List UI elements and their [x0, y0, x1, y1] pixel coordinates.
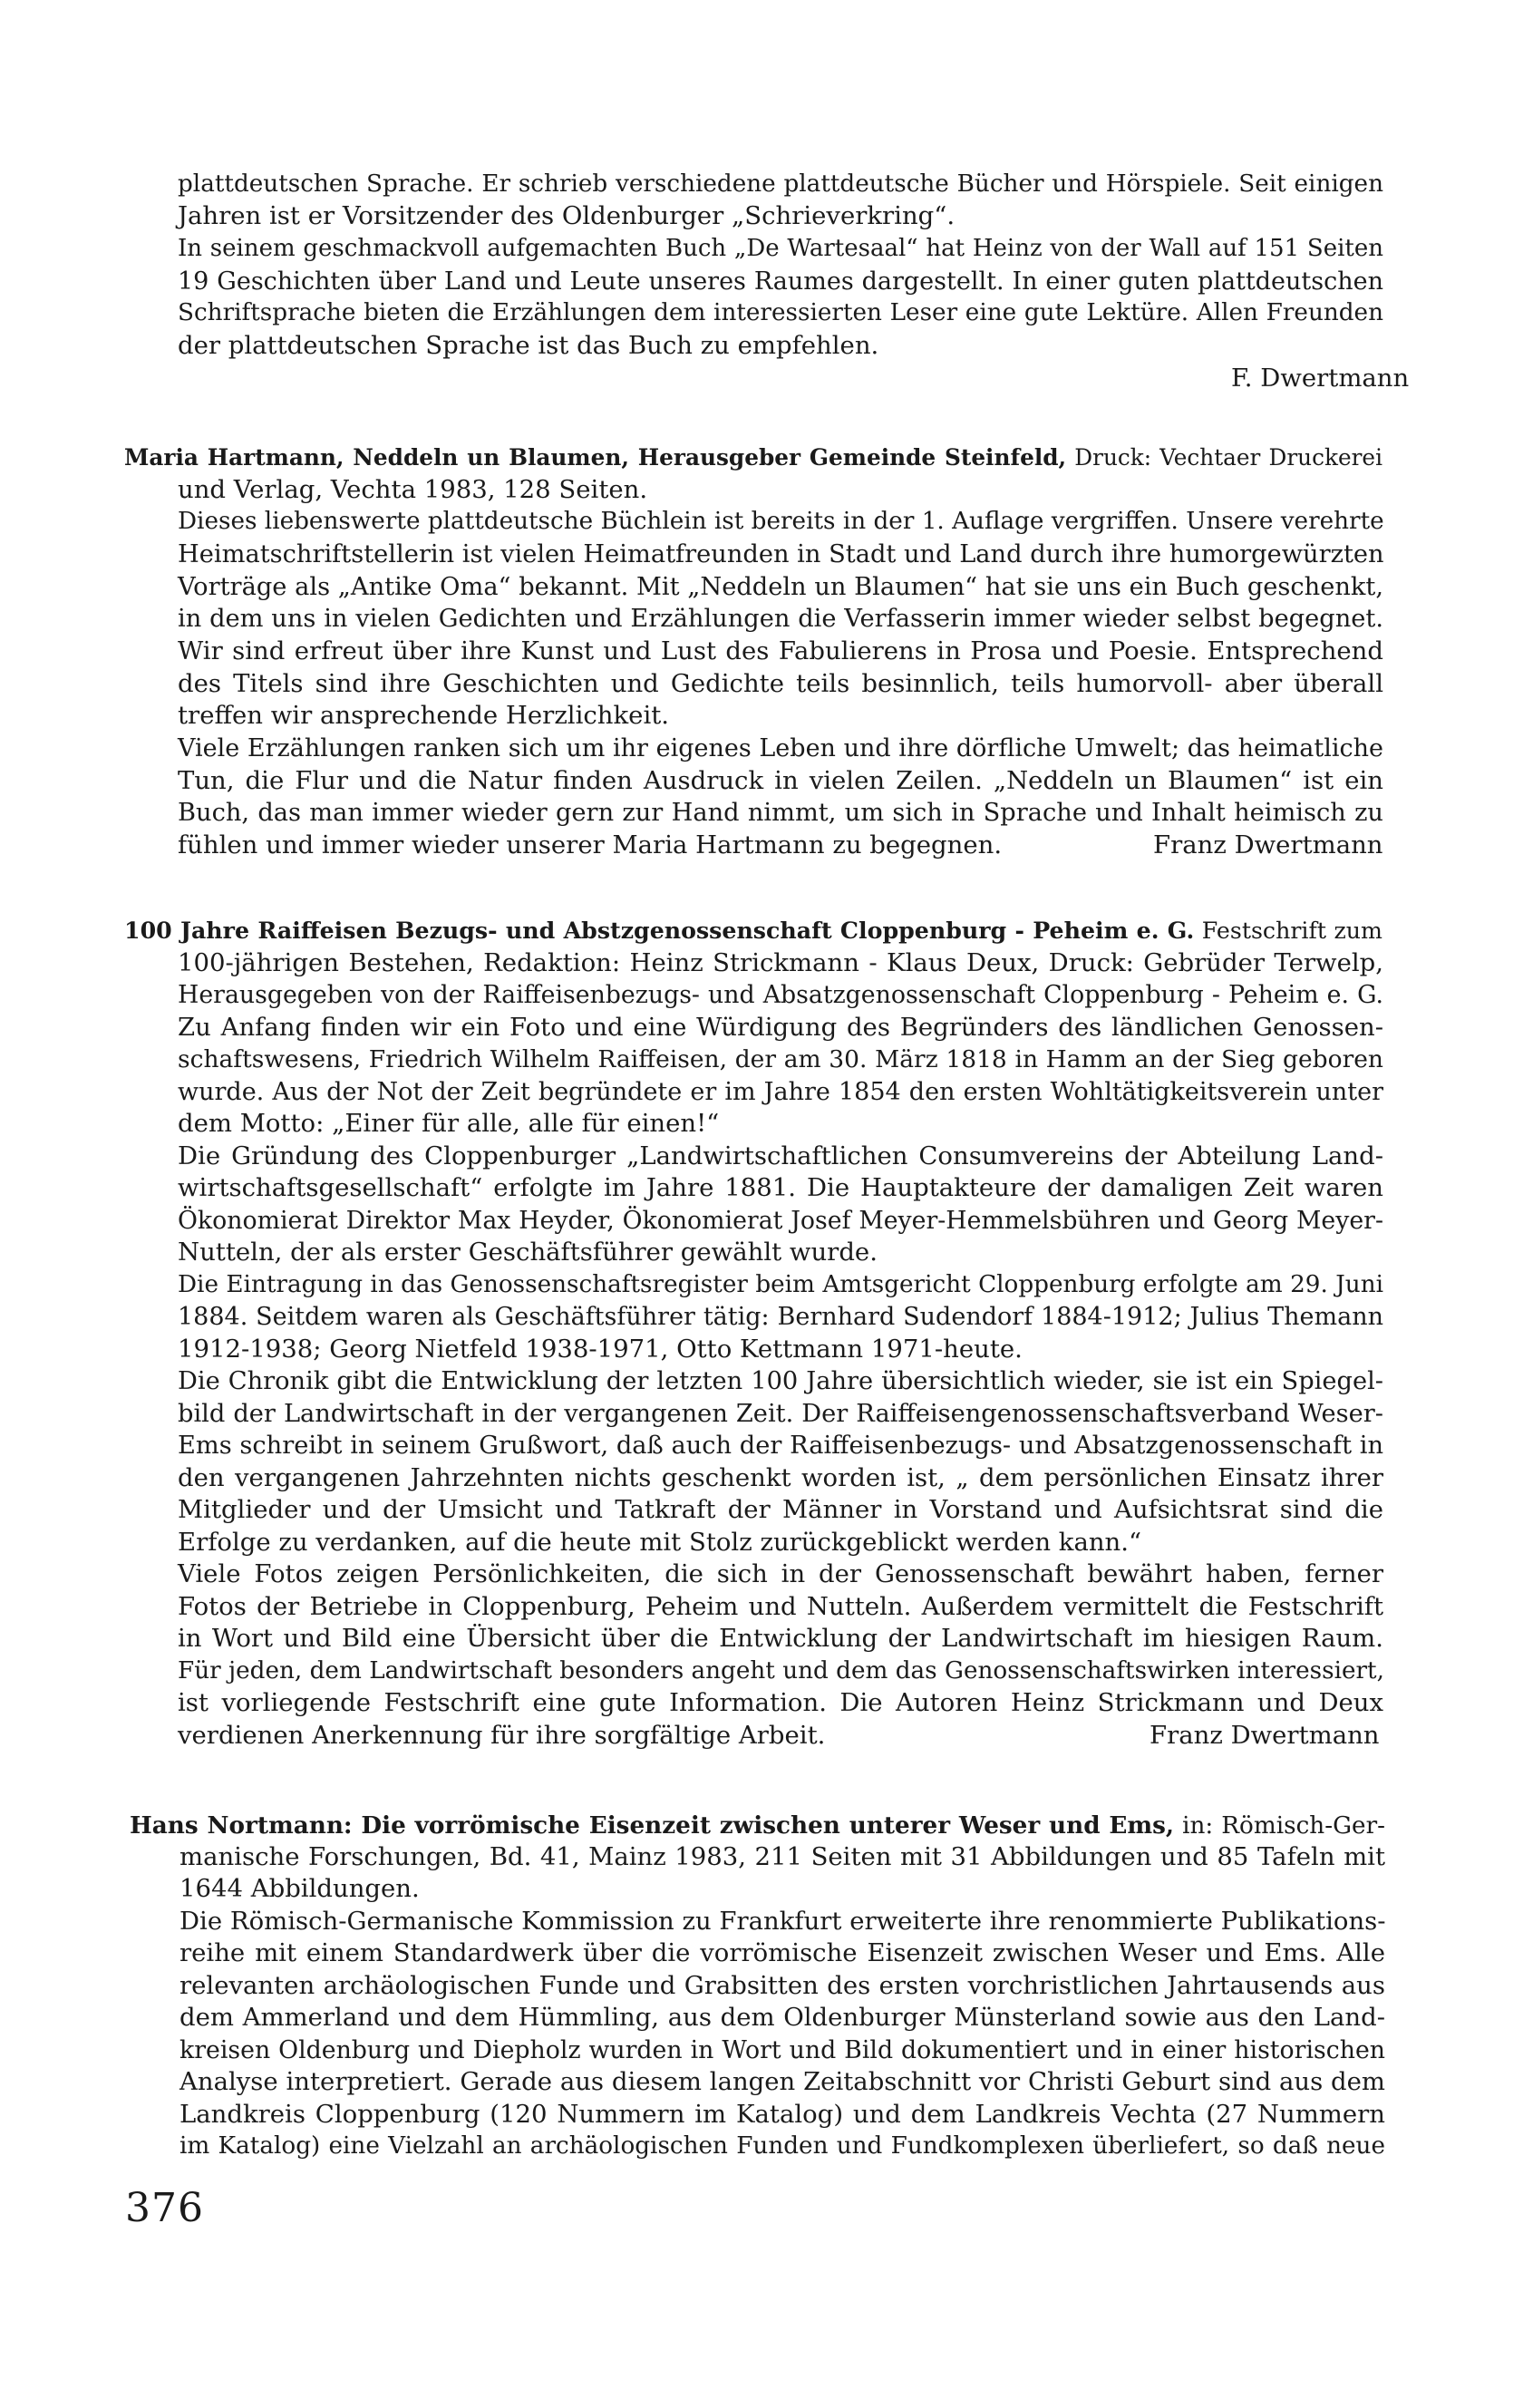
publication-info: Festschrift zum	[1194, 918, 1383, 944]
text-line: Die Gründung des Cloppenburger „Landwirtschaftlichen Consumvereins der Abteilung Land-	[178, 1141, 1383, 1170]
text-line: verdienen Anerkennung für ihre sorgfältige Arbeit.	[178, 1721, 826, 1750]
text-line: des Titels sind ihre Geschichten und Gedichte teils besinnlich, teils humorvoll- aber überall	[178, 669, 1383, 698]
book-title: 100 Jahre Raiffeisen Bezugs- und Abstzgenossenschaft Cloppenburg - Peheim e. G.	[124, 917, 1195, 944]
text-line: treffen wir ansprechende Herzlichkeit.	[178, 701, 670, 730]
text-line: und Verlag, Vechta 1983, 128 Seiten.	[178, 475, 648, 504]
text-line: fühlen und immer wieder unserer Maria Hartmann zu begegnen.	[178, 830, 1003, 859]
text-line: dem Motto: „Einer für alle, alle für einen!“	[178, 1109, 720, 1138]
text-line: Wir sind erfreut über ihre Kunst und Lust des Fabulierens in Prosa und Poesie. Entsprechend	[178, 636, 1383, 665]
text-line: Dieses liebenswerte plattdeutsche Büchlein ist bereits in der 1. Auflage vergriffen. Unsere verehrte	[178, 508, 1384, 535]
book-title: Hans Nortmann: Die vorrömische Eisenzeit zwischen unterer Weser und Ems,	[130, 1811, 1175, 1840]
text-line: Analyse interpretiert. Gerade aus diesem langen Zeitabschnitt vor Christi Geburt sind aus dem	[179, 2067, 1385, 2096]
reviewer-signature: Franz Dwertmann	[1153, 830, 1383, 859]
text-line: bild der Landwirtschaft in der vergangenen Zeit. Der Raiffeisengenossenschaftsverband Weser-	[178, 1400, 1383, 1428]
text-line: 1644 Abbildungen.	[179, 1874, 420, 1903]
text-line: in Wort und Bild eine Übersicht über die Entwicklung der Landwirtschaft im hiesigen Raum.	[178, 1624, 1383, 1653]
text-line: Viele Fotos zeigen Persönlichkeiten, die sich in der Genossenschaft bewährt haben, ferner	[178, 1559, 1383, 1588]
text-line: Schriftsprache bieten die Erzählungen dem interessierten Leser eine gute Lektüre. Allen Freunden	[178, 299, 1383, 326]
text-line: Vorträge als „Antike Oma“ bekannt. Mit „Neddeln un Blaumen“ hat sie uns ein Buch geschenkt,	[178, 573, 1383, 601]
page-number: 376	[125, 2185, 204, 2231]
text-line: Tun, die Flur und die Natur finden Ausdruck in vielen Zeilen. „Neddeln un Blaumen“ ist ein	[178, 766, 1383, 795]
text-line: den vergangenen Jahrzehnten nichts geschenkt worden ist, „ dem persönlichen Einsatz ihrer	[178, 1463, 1383, 1492]
book-title: Maria Hartmann, Neddeln un Blaumen, Herausgeber Gemeinde Steinfeld,	[124, 444, 1067, 471]
text-line: Die Eintragung in das Genossenschaftsregister beim Amtsgericht Cloppenburg erfolgte am 29. Juni	[178, 1271, 1383, 1298]
review-heading	[124, 915, 1382, 947]
text-line: Die Chronik gibt die Entwicklung der letzten 100 Jahre übersichtlich wieder, sie ist ein Spiegel-	[178, 1367, 1383, 1395]
publication-info: Druck: Vechtaer Druckerei	[1066, 444, 1382, 471]
text-line: 1884. Seitdem waren als Geschäftsführer tätig: Bernhard Sudendorf 1884-1912; Julius Themann	[178, 1303, 1383, 1331]
reviewer-signature: F. Dwertmann	[1231, 364, 1410, 393]
text-line: Jahren ist er Vorsitzender des Oldenburger „Schrieverkring“.	[178, 201, 956, 230]
text-line: schaftswesens, Friedrich Wilhelm Raiffeisen, der am 30. März 1818 in Hamm an der Sieg geboren	[178, 1045, 1383, 1073]
text-line: in dem uns in vielen Gedichten und Erzählungen die Verfasserin immer wieder selbst begegnet.	[178, 605, 1383, 633]
text-line: 100-jährigen Bestehen, Redaktion: Heinz Strickmann - Klaus Deux, Druck: Gebrüder Terwelp,	[178, 948, 1383, 977]
text-line: dem Ammerland und dem Hümmling, aus dem Oldenburger Münsterland sowie aus den Land-	[179, 2003, 1385, 2032]
text-line: Viele Erzählungen ranken sich um ihr eigenes Leben und ihre dörfliche Umwelt; das heimatliche	[178, 734, 1383, 762]
text-line: wurde. Aus der Not der Zeit begründete er im Jahre 1854 den ersten Wohltätigkeitsverein unter	[178, 1078, 1383, 1106]
text-line: kreisen Oldenburg und Diepholz wurden in Wort und Bild dokumentiert und in einer historischen	[179, 2036, 1385, 2064]
text-line: 1912-1938; Georg Nietfeld 1938-1971, Otto Kettmann 1971-heute.	[178, 1335, 1023, 1364]
text-line: Ökonomierat Direktor Max Heyder, Ökonomierat Josef Meyer-Hemmelsbühren und Georg Meyer-	[178, 1207, 1383, 1235]
text-line: manische Forschungen, Bd. 41, Mainz 1983, 211 Seiten mit 31 Abbildungen und 85 Tafeln mit	[179, 1842, 1385, 1871]
text-line: der plattdeutschen Sprache ist das Buch zu empfehlen.	[178, 331, 879, 360]
text-line: plattdeutschen Sprache. Er schrieb verschiedene plattdeutsche Bücher und Hörspiele. Seit einigen	[178, 170, 1383, 198]
text-line: Mitglieder und der Umsicht und Tatkraft der Männer in Vorstand und Aufsichtsrat sind die	[178, 1495, 1383, 1524]
text-line: Landkreis Cloppenburg (120 Nummern im Katalog) und dem Landkreis Vechta (27 Nummern	[179, 2100, 1385, 2129]
text-line: 19 Geschichten über Land und Leute unseres Raumes dargestellt. In einer guten plattdeutschen	[178, 267, 1383, 296]
text-line: Nutteln, der als erster Geschäftsführer gewählt wurde.	[178, 1238, 878, 1267]
text-line: Herausgegeben von der Raiffeisenbezugs- und Absatzgenossenschaft Cloppenburg - Peheim e. G.	[178, 981, 1383, 1009]
text-line: Buch, das man immer wieder gern zur Hand nimmt, um sich in Sprache und Inhalt heimisch zu	[178, 799, 1383, 827]
text-line: relevanten archäologischen Funde und Grabsitten des ersten vorchristlichen Jahrtausends aus	[179, 1971, 1385, 2000]
review-heading	[124, 442, 1382, 474]
text-line: Ems schreibt in seinem Grußwort, daß auch der Raiffeisenbezugs- und Absatzgenossenschaft in	[178, 1432, 1383, 1460]
text-line: Heimatschriftstellerin ist vielen Heimatfreunden in Stadt und Land durch ihre humorgewürzten	[178, 540, 1384, 568]
reviewer-signature: Franz Dwertmann	[1150, 1721, 1380, 1750]
text-line: Fotos der Betriebe in Cloppenburg, Peheim und Nutteln. Außerdem vermittelt die Festschrift	[178, 1592, 1383, 1621]
text-line: Die Römisch-Germanische Kommission zu Frankfurt erweiterte ihre renommierte Publikations-	[179, 1907, 1386, 1936]
text-line: In seinem geschmackvoll aufgemachten Buch „De Wartesaal“ hat Heinz von der Wall auf 151 Seiten	[178, 235, 1383, 262]
text-line: Für jeden, dem Landwirtschaft besonders angeht und dem das Genossenschaftswirken interessiert,	[178, 1657, 1384, 1685]
text-line: im Katalog) eine Vielzahl an archäologischen Funden und Fundkomplexen überliefert, so daß neue	[179, 2132, 1385, 2160]
text-line: reihe mit einem Standardwerk über die vorrömische Eisenzeit zwischen Weser und Ems. Alle	[179, 1938, 1385, 1967]
review-heading	[130, 1810, 1385, 1843]
text-line: wirtschaftsgesellschaft“ erfolgte im Jahre 1881. Die Hauptakteure der damaligen Zeit waren	[178, 1173, 1383, 1202]
text-line: Zu Anfang finden wir ein Foto und eine Würdigung des Begründers des ländlichen Genossen-	[178, 1013, 1383, 1042]
publication-info: in: Römisch-Ger-	[1174, 1812, 1385, 1840]
text-line: ist vorliegende Festschrift eine gute Information. Die Autoren Heinz Strickmann und Deux	[178, 1688, 1383, 1717]
text-line: Erfolge zu verdanken, auf die heute mit Stolz zurückgeblickt werden kann.“	[178, 1528, 1142, 1557]
